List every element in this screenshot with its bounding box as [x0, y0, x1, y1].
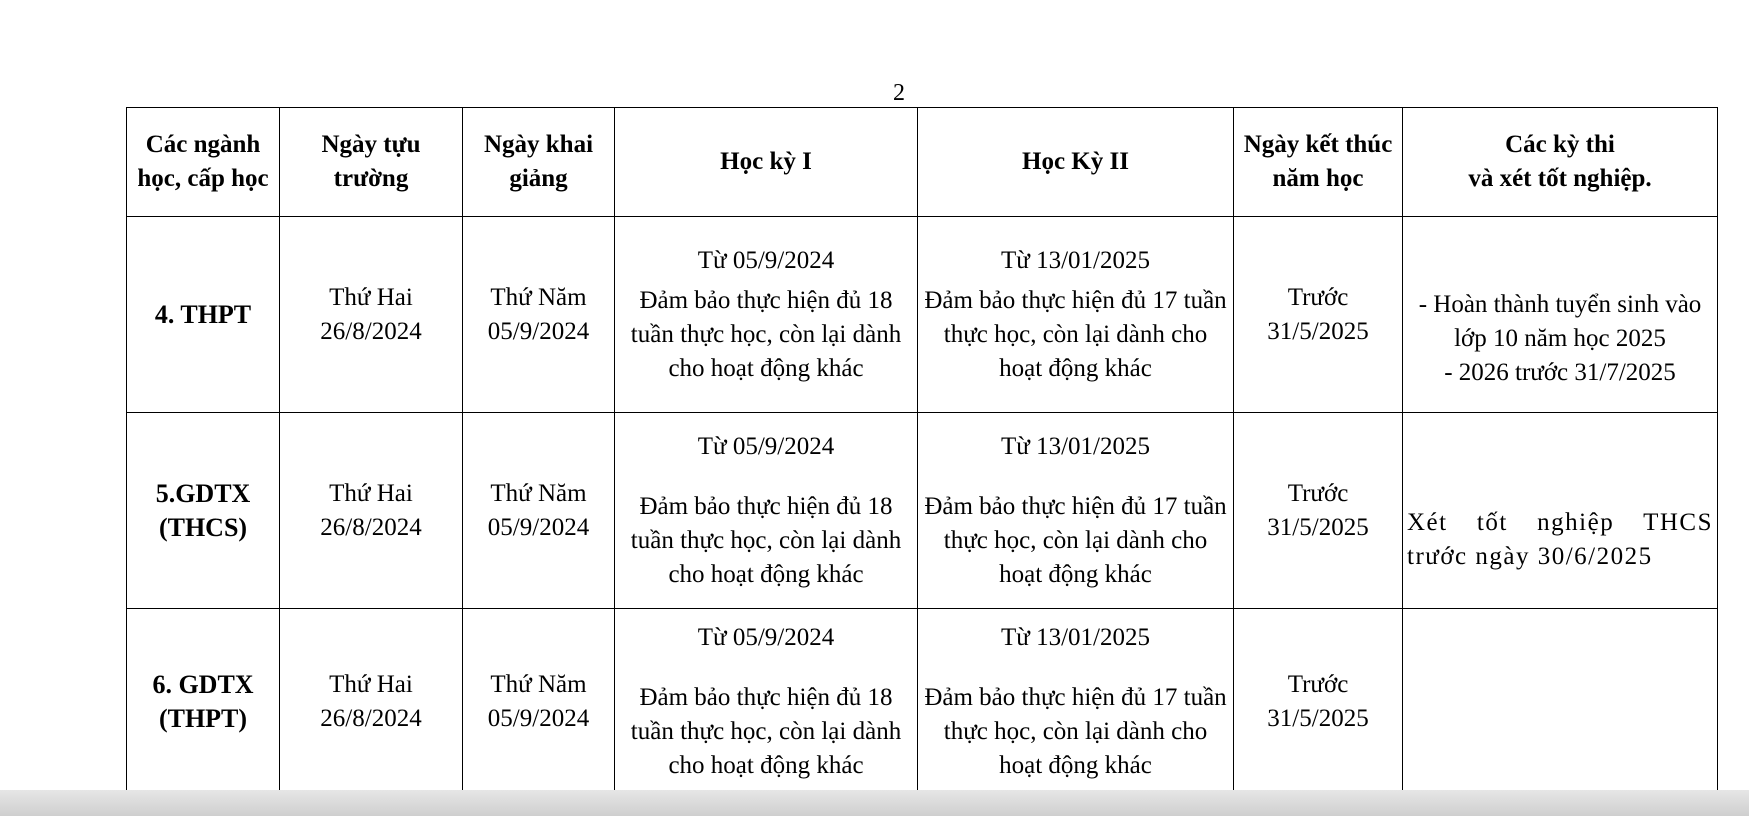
semester-1-cell — [615, 413, 918, 609]
end-cell — [1234, 413, 1403, 609]
semester-1-cell — [615, 609, 918, 795]
school-year-schedule-table — [126, 107, 1718, 795]
opening-day: Thứ Năm — [490, 479, 587, 507]
opening-date: 05/9/2024 — [487, 704, 590, 732]
semester-2-from: Từ 13/01/2025 — [1001, 432, 1150, 460]
arrival-date: 26/8/2024 — [320, 317, 422, 345]
opening-cell — [463, 413, 615, 609]
header-opening: Ngày khai giảng — [463, 108, 615, 217]
arrival-cell — [280, 609, 463, 795]
exam-line1: - Hoàn thành tuyển sinh vào lớp 10 năm học 2025 — [1418, 290, 1702, 352]
semester-1-from: Từ 05/9/2024 — [697, 432, 835, 460]
level-name: 6. GDTX — [152, 669, 254, 699]
semester-1-detail: Đảm bảo thực hiện đủ 18 tuần thực học, còn lại dành cho hoạt động khác — [630, 286, 902, 382]
exam-cell — [1403, 609, 1718, 795]
table-row — [127, 217, 1718, 413]
exam-line1: Xét tốt nghiệp THCS trước ngày 30/6/2025 — [1407, 508, 1713, 570]
semester-2-detail: Đảm bảo thực hiện đủ 17 tuần thực học, còn lại dành cho hoạt động khác — [924, 286, 1227, 382]
semester-2-detail: Đảm bảo thực hiện đủ 17 tuần thực học, còn lại dành cho hoạt động khác — [924, 683, 1227, 779]
header-exams — [1403, 108, 1718, 217]
end-label: Trước — [1287, 479, 1349, 507]
end-date: 31/5/2025 — [1267, 704, 1369, 732]
arrival-cell — [280, 413, 463, 609]
viewer-bottom-edge — [0, 790, 1749, 816]
end-date: 31/5/2025 — [1267, 317, 1369, 345]
arrival-day: Thứ Hai — [329, 283, 413, 311]
semester-1-from: Từ 05/9/2024 — [697, 246, 835, 274]
exam-cell — [1403, 217, 1718, 413]
semester-1-detail: Đảm bảo thực hiện đủ 18 tuần thực học, còn lại dành cho hoạt động khác — [630, 492, 902, 588]
semester-2-from: Từ 13/01/2025 — [1001, 623, 1150, 651]
opening-date: 05/9/2024 — [487, 317, 590, 345]
semester-2-cell — [918, 413, 1234, 609]
header-semester-1: Học kỳ I — [615, 108, 918, 217]
level-subname: (THPT) — [158, 703, 248, 733]
header-end: Ngày kết thúc năm học — [1234, 108, 1403, 217]
semester-2-cell — [918, 217, 1234, 413]
level-cell — [127, 413, 280, 609]
table-row — [127, 413, 1718, 609]
opening-cell — [463, 609, 615, 795]
header-level: Các ngành học, cấp học — [127, 108, 280, 217]
semester-1-detail: Đảm bảo thực hiện đủ 18 tuần thực học, còn lại dành cho hoạt động khác — [630, 683, 902, 779]
header-exams-line2: và xét tốt nghiệp. — [1468, 165, 1652, 192]
table-header-row — [127, 108, 1718, 217]
level-name: 4. THPT — [154, 299, 252, 329]
level-subname: (THCS) — [158, 512, 248, 542]
semester-1-cell — [615, 217, 918, 413]
arrival-date: 26/8/2024 — [320, 704, 422, 732]
opening-day: Thứ Năm — [490, 670, 587, 698]
header-arrival: Ngày tựu trường — [280, 108, 463, 217]
end-cell — [1234, 609, 1403, 795]
arrival-day: Thứ Hai — [329, 479, 413, 507]
page-number: 2 — [893, 80, 905, 106]
arrival-day: Thứ Hai — [329, 670, 413, 698]
opening-day: Thứ Năm — [490, 283, 587, 311]
end-date: 31/5/2025 — [1267, 513, 1369, 541]
table-row — [127, 609, 1718, 795]
opening-cell — [463, 217, 615, 413]
arrival-date: 26/8/2024 — [320, 513, 422, 541]
end-label: Trước — [1287, 670, 1349, 698]
level-cell — [127, 609, 280, 795]
semester-1-from: Từ 05/9/2024 — [697, 623, 835, 651]
opening-date: 05/9/2024 — [487, 513, 590, 541]
header-exams-line1: Các kỳ thi — [1505, 131, 1615, 158]
arrival-cell — [280, 217, 463, 413]
exam-line2: - 2026 trước 31/7/2025 — [1444, 358, 1676, 386]
exam-cell — [1403, 413, 1718, 609]
semester-2-detail: Đảm bảo thực hiện đủ 17 tuần thực học, còn lại dành cho hoạt động khác — [924, 492, 1227, 588]
level-cell — [127, 217, 280, 413]
header-semester-2: Học Kỳ II — [918, 108, 1234, 217]
end-cell — [1234, 217, 1403, 413]
semester-2-from: Từ 13/01/2025 — [1001, 246, 1150, 274]
semester-2-cell — [918, 609, 1234, 795]
level-name: 5.GDTX — [155, 478, 251, 508]
end-label: Trước — [1287, 283, 1349, 311]
